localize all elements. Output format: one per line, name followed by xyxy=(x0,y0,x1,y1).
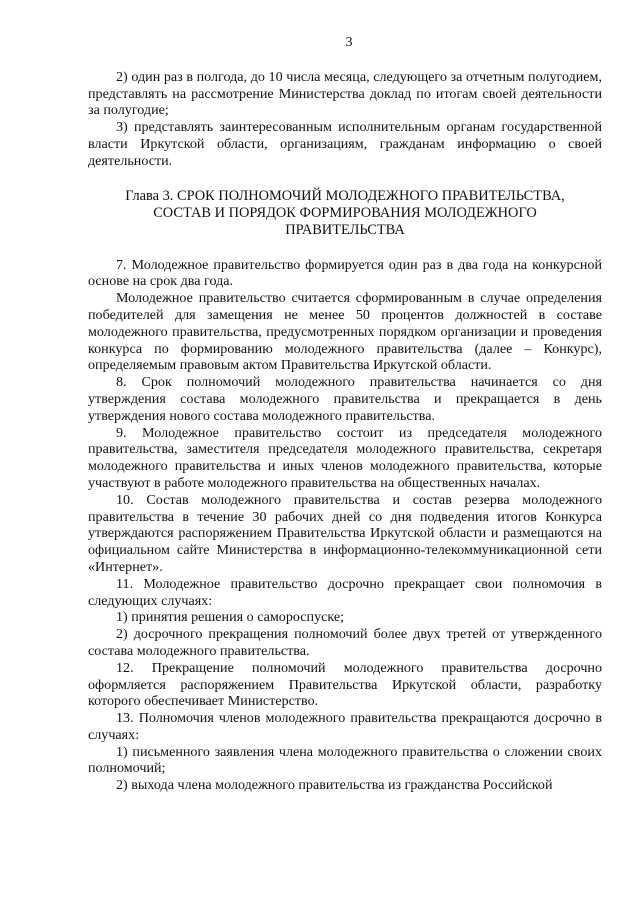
paragraph-7-continued: Молодежное правительство считается сформированным в случае определения победителей для замещения не менее 50 процентов должностей в составе молодежного правительства, предусмотренных порядком организации и проведения конкурса по формированию молодежного правительства (далее – Конкурс), определяемым правовым актом Правительства Иркутской области. xyxy=(88,290,602,374)
paragraph-11-item-1: 1) принятия решения о самороспуске; xyxy=(116,609,345,626)
chapter-heading xyxy=(88,188,602,239)
paragraph-7: 7. Молодежное правительство формируется один раз в два года на конкурсной основе на срок два года. xyxy=(88,256,602,290)
chapter-heading-line-1: Глава 3. СРОК ПОЛНОМОЧИЙ МОЛОДЕЖНОГО ПРАВИТЕЛЬСТВА, xyxy=(125,187,565,204)
paragraph-10: 10. Состав молодежного правительства и состав резерва молодежного правительства в течение 30 рабочих дней со дня подведения итогов Конкурса утверждаются распоряжением Правительства Иркутской области и размещаются на официальном сайте Министерства в информационно-телекоммуникационной сети «Интернет». xyxy=(88,491,602,575)
paragraph-item-2: 2) один раз в полгода, до 10 числа месяца, следующего за отчетным полугодием, представлять на рассмотрение Министерства доклад по итогам своей деятельности за полугодие; xyxy=(88,68,602,119)
page-number: 3 xyxy=(345,34,353,50)
paragraph-13: 13. Полномочия членов молодежного правительства прекращаются досрочно в случаях: xyxy=(88,710,602,743)
chapter-heading-line-3: ПРАВИТЕЛЬСТВА xyxy=(285,221,405,238)
paragraph-11: 11. Молодежное правительство досрочно прекращает свои полномочия в следующих случаях: xyxy=(88,575,602,609)
paragraph-11-item-2: 2) досрочного прекращения полномочий более двух третей от утвержденного состава молодежного правительства. xyxy=(88,626,602,659)
document-page xyxy=(88,34,602,794)
paragraph-8: 8. Срок полномочий молодежного правительства начинается со дня утверждения состава молодежного правительства и прекращается в день утверждения нового состава молодежного правительства. xyxy=(88,374,602,424)
chapter-heading-line-2: СОСТАВ И ПОРЯДОК ФОРМИРОВАНИЯ МОЛОДЕЖНОГО xyxy=(153,204,537,221)
paragraph-13-item-1: 1) письменного заявления члена молодежного правительства о сложении своих полномочий; xyxy=(88,743,602,777)
paragraph-13-item-2: 2) выхода члена молодежного правительства из гражданства Российской xyxy=(116,777,553,794)
paragraph-item-3: 3) представлять заинтересованным исполнительным органам государственной власти Иркутской области, организациям, гражданам информацию о своей деятельности. xyxy=(88,119,602,169)
paragraph-12: 12. Прекращение полномочий молодежного правительства досрочно оформляется распоряжением Правительства Иркутской области, разработку которого обеспечивает Министерство. xyxy=(88,659,602,710)
paragraph-9: 9. Молодежное правительство состоит из председателя молодежного правительства, заместителя председателя молодежного правительства, секретаря молодежного правительства и иных членов молодежного правительства, которые участвуют в работе молодежного правительства на общественных началах. xyxy=(88,424,602,491)
